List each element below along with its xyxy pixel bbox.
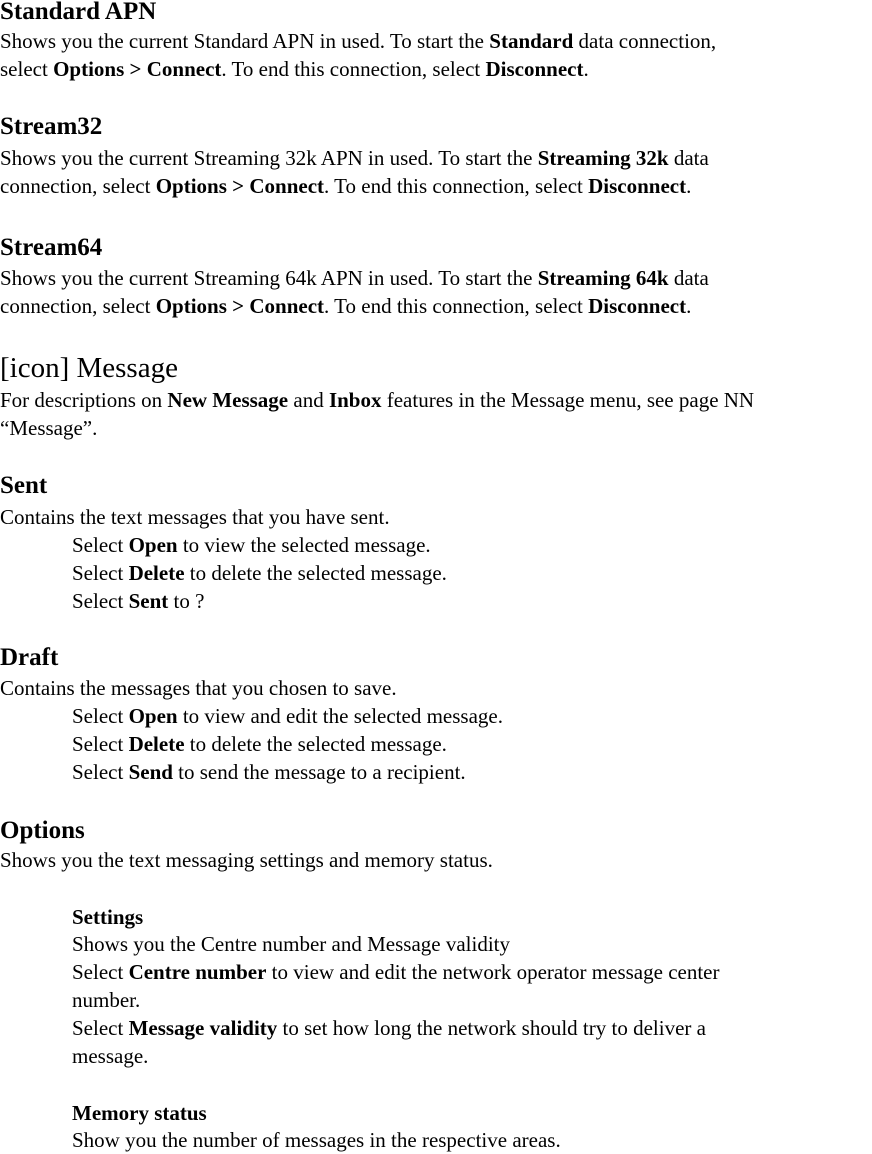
draft-item-delete: Select Delete to delete the selected message. [72,732,447,756]
stream64-line-2: connection, select Options > Connect. To end this connection, select Disconnect. [0,294,692,318]
message-line-1: For descriptions on New Message and Inbox features in the Message menu, see page NN [0,388,755,412]
standard-apn-heading: Standard APN [0,0,157,25]
stream32-heading: Stream32 [0,113,103,140]
stream32-line-2: connection, select Options > Connect. To end this connection, select Disconnect. [0,174,692,198]
message-line-2: “Message”. [0,416,98,440]
memory-status-heading: Memory status [72,1101,207,1125]
settings-validity-line-2: message. [72,1044,149,1068]
settings-centre-line-1: Select Centre number to view and edit the network operator message center [72,960,720,984]
draft-item-open: Select Open to view and edit the selected message. [72,704,503,728]
options-heading: Options [0,817,85,844]
stream32-line-1: Shows you the current Streaming 32k APN in used. To start the Streaming 32k data [0,146,709,170]
settings-validity-line-1: Select Message validity to set how long the network should try to deliver a [72,1016,706,1040]
stream64-heading: Stream64 [0,234,103,261]
sent-item-sent: Select Sent to ? [72,589,205,613]
settings-intro: Shows you the Centre number and Message validity [72,932,511,956]
sent-intro: Contains the text messages that you have sent. [0,505,390,529]
sent-item-open: Select Open to view the selected message. [72,533,431,557]
options-intro: Shows you the text messaging settings and memory status. [0,848,493,872]
draft-intro: Contains the messages that you chosen to save. [0,676,397,700]
standard-apn-line-1: Shows you the current Standard APN in used. To start the Standard data connection, [0,29,717,53]
draft-heading: Draft [0,644,59,671]
memory-status-intro: Show you the number of messages in the respective areas. [72,1128,561,1152]
message-heading: [icon] Message [0,352,178,384]
sent-heading: Sent [0,472,48,499]
stream64-line-1: Shows you the current Streaming 64k APN in used. To start the Streaming 64k data [0,266,709,290]
sent-item-delete: Select Delete to delete the selected message. [72,561,447,585]
draft-item-send: Select Send to send the message to a recipient. [72,760,466,784]
settings-heading: Settings [72,905,144,929]
standard-apn-line-2: select Options > Connect. To end this connection, select Disconnect. [0,57,589,81]
settings-centre-line-2: number. [72,988,141,1012]
